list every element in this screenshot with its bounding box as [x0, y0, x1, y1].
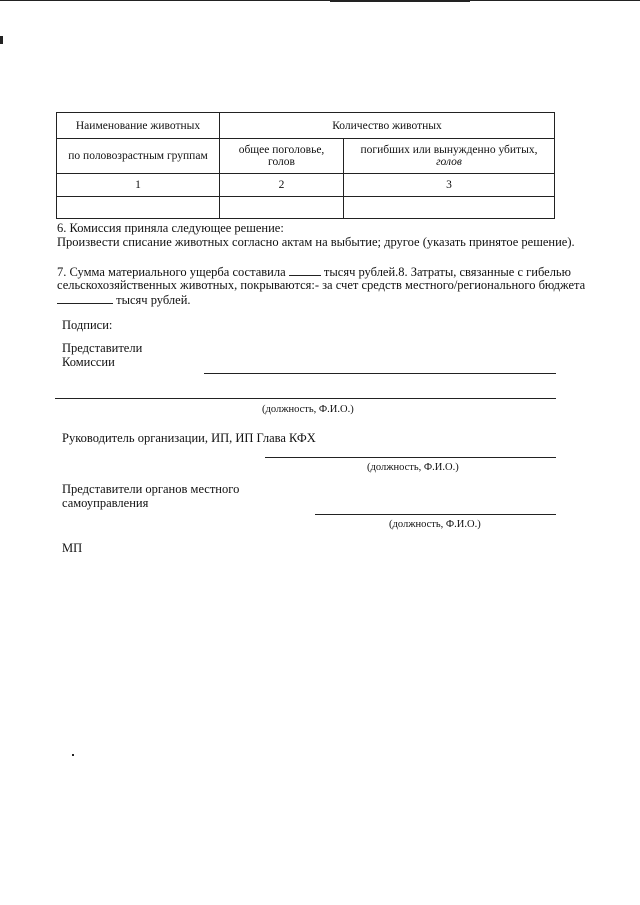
table-cell-empty [220, 197, 344, 219]
table-header-groups: по половозрастным группам [57, 139, 220, 174]
commission-position-caption: (должность, Ф.И.О.) [262, 404, 354, 415]
table-cell-empty [57, 197, 220, 219]
budget-amount-blank [57, 292, 113, 304]
item6-decision: Произвести списание животных согласно актам на выбытие; другое (указать принятое решение). [57, 235, 575, 249]
local-gov-position-caption: (должность, Ф.И.О.) [389, 519, 481, 530]
signatures-heading: Подписи: [62, 318, 113, 332]
animals-table [56, 112, 555, 219]
stamp-place: МП [62, 541, 83, 555]
table-header-dead-label: погибших или вынужденно убитых, [360, 144, 538, 156]
table-header-group: Количество животных [220, 113, 555, 139]
scan-artifact [330, 0, 470, 2]
table-num-3: 3 [344, 174, 555, 197]
local-gov-label-1: Представители органов местного [62, 482, 240, 496]
table-header-name: Наименование животных [57, 113, 220, 139]
commission-signature-line-2 [55, 398, 556, 399]
commission-signature-line [204, 373, 556, 374]
item7-line2: сельскохозяйственных животных, покрываются:- за счет средств местного/регионального бюджета [57, 278, 586, 292]
head-position-caption: (должность, Ф.И.О.) [367, 462, 459, 473]
table-header-dead-unit: голов [436, 156, 462, 168]
commission-label-1: Представители [62, 341, 143, 355]
table-num-2: 2 [220, 174, 344, 197]
table-num-1: 1 [57, 174, 220, 197]
item7-costs-label: тысяч рублей.8. Затраты, связанные с гибелью [323, 265, 571, 279]
table-cell-empty [344, 197, 555, 219]
damage-amount-blank [289, 264, 321, 276]
scan-edge [0, 0, 640, 1]
scan-dot [72, 754, 74, 756]
item7-damage-label: 7. Сумма материального ущерба составила [57, 265, 286, 279]
scan-artifact [0, 36, 3, 44]
table-header-total: общее поголовье, голов [220, 139, 344, 174]
head-label: Руководитель организации, ИП, ИП Глава КФХ [62, 431, 316, 445]
local-gov-label-2: самоуправления [62, 496, 149, 510]
local-gov-signature-line [315, 514, 556, 515]
head-signature-line [265, 457, 556, 458]
item6-title: 6. Комиссия приняла следующее решение: [57, 221, 284, 235]
item7-thousand-rubles: тысяч рублей. [116, 293, 191, 307]
table-header-dead [344, 139, 555, 174]
commission-label-2: Комиссии [62, 355, 115, 369]
item7-line3 [57, 292, 191, 308]
